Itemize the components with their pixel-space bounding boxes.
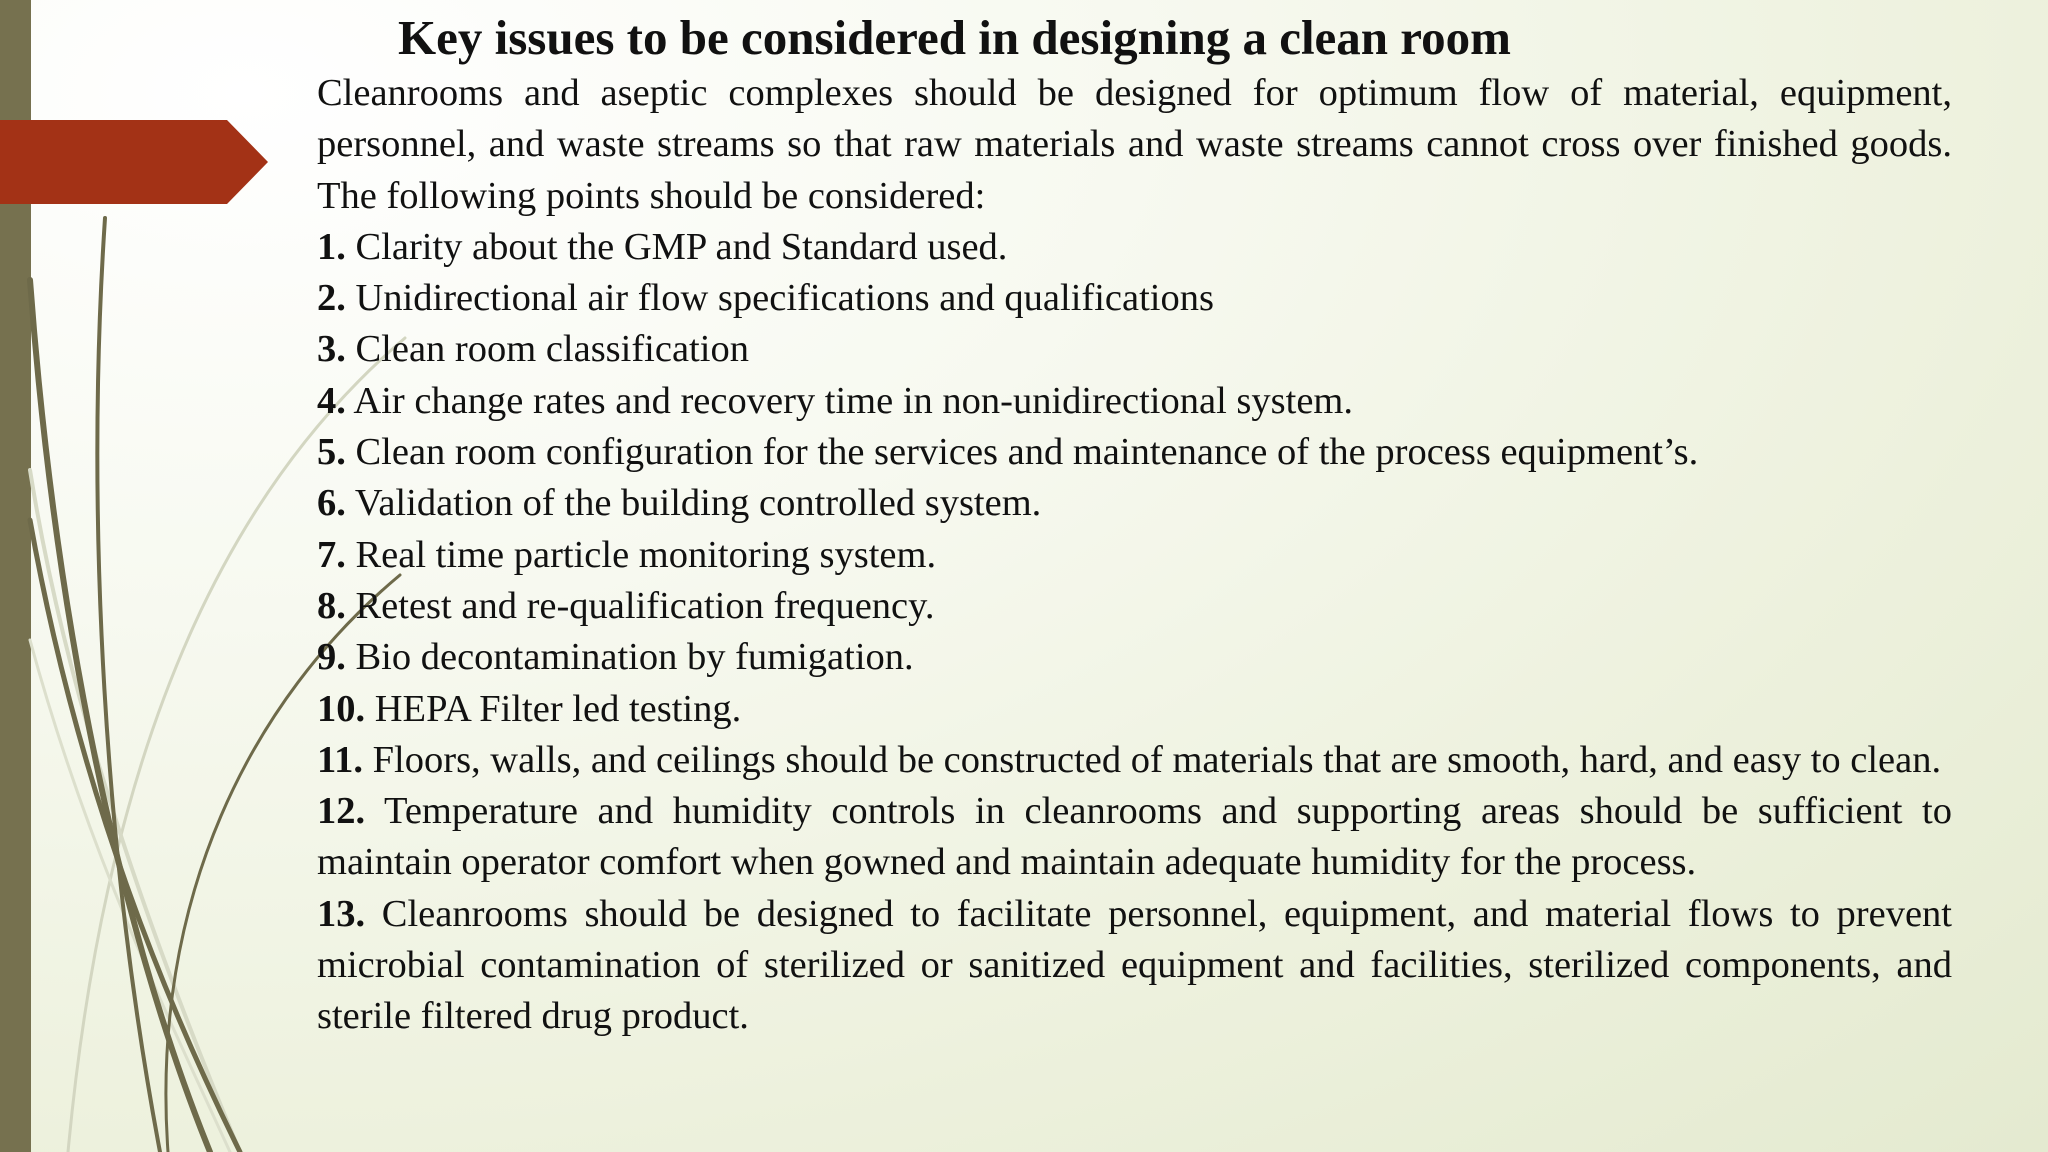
item-text: HEPA Filter led testing. xyxy=(374,687,742,730)
item-text: Retest and re-qualification frequency. xyxy=(355,584,935,627)
dark-curve-2 xyxy=(30,280,210,1152)
light-curve-2 xyxy=(30,470,240,1152)
dark-curve-3 xyxy=(30,520,240,1152)
item-text: Air change rates and recovery time in non-unidirectional system. xyxy=(353,379,1353,422)
item-text: Unidirectional air flow specifications and qualifications xyxy=(355,277,1214,320)
red-arrow-tab xyxy=(0,120,268,204)
item-number: 1. xyxy=(317,225,346,268)
item-text: Temperature and humidity controls in cleanrooms and supporting areas should be sufficient to maintain operator comfort when gowned and maintain adequate humidity for the process. xyxy=(317,790,1952,884)
item-text: Bio decontamination by fumigation. xyxy=(355,636,914,679)
item-number: 12. xyxy=(317,790,366,833)
item-text: Cleanrooms should be designed to facilitate personnel, equipment, and material flows to prevent microbial contamination of sterilized or sanitized equipment and facilities, sterilized components, and sterile filtered drug product. xyxy=(317,892,1953,1038)
slide-content xyxy=(317,68,1952,1043)
list-item xyxy=(317,222,1952,273)
item-number: 7. xyxy=(317,533,346,576)
item-number: 9. xyxy=(317,636,346,679)
item-number: 2. xyxy=(317,277,346,320)
list-item xyxy=(317,735,1952,786)
list-item xyxy=(317,684,1952,735)
list-item xyxy=(317,632,1952,683)
item-number: 5. xyxy=(317,431,346,474)
list-item xyxy=(317,786,1952,889)
list-item xyxy=(317,478,1952,529)
item-number: 11. xyxy=(317,738,364,781)
item-number: 8. xyxy=(317,584,346,627)
list-item xyxy=(317,273,1952,324)
list-item xyxy=(317,376,1952,427)
item-text: Clean room classification xyxy=(355,328,749,371)
item-number: 10. xyxy=(317,687,366,730)
slide-title: Key issues to be considered in designing a clean room xyxy=(397,10,1511,65)
list-item xyxy=(317,427,1952,478)
intro-paragraph: Cleanrooms and aseptic complexes should be designed for optimum flow of material, equipment, personnel, and waste streams so that raw materials and waste streams cannot cross over finished goods. The following points should be considered: xyxy=(317,72,1952,217)
light-curve-3 xyxy=(30,640,230,1152)
item-text: Clarity about the GMP and Standard used. xyxy=(355,225,1008,268)
list-item xyxy=(317,889,1952,1043)
list-item xyxy=(317,324,1952,375)
item-number: 6. xyxy=(317,482,346,525)
item-text: Real time particle monitoring system. xyxy=(355,533,937,576)
item-text: Validation of the building controlled system. xyxy=(354,482,1042,525)
list-item xyxy=(317,530,1952,581)
item-number: 13. xyxy=(317,892,366,935)
item-number: 4. xyxy=(317,379,346,422)
list-item xyxy=(317,581,1952,632)
item-text: Clean room configuration for the services and maintenance of the process equipment’s. xyxy=(355,431,1699,474)
item-number: 3. xyxy=(317,328,346,371)
dark-curve-1 xyxy=(97,218,160,1152)
item-text: Floors, walls, and ceilings should be constructed of materials that are smooth, hard, and easy to clean. xyxy=(372,738,1942,781)
